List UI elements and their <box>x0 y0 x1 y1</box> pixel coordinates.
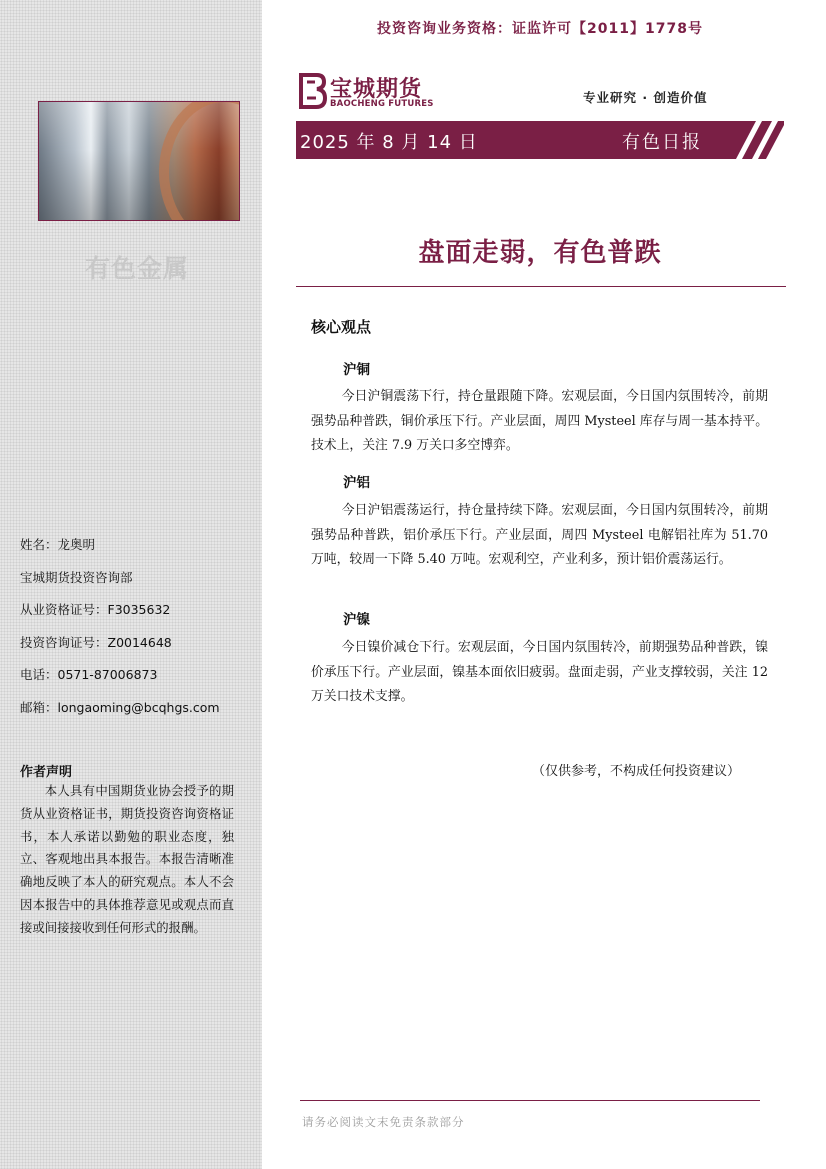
report-date: 2025 年 8 月 14 日 <box>300 132 478 153</box>
slogan: 专业研究 · 创造价值 <box>583 90 708 105</box>
analyst-contact <box>20 529 250 724</box>
logo-text-en: BAOCHENG FUTURES <box>330 99 434 109</box>
email: 邮箱：longaoming@bcqhgs.com <box>20 699 220 715</box>
analyst-name: 姓名：龙奥明 <box>20 537 96 552</box>
section-heading-nickel: 沪镍 <box>343 612 370 628</box>
section-heading-copper: 沪铜 <box>343 362 370 378</box>
sector-title: 有色金属 <box>84 254 189 283</box>
license-line: 投资咨询业务资格：证监许可【2011】1778号 <box>377 21 703 37</box>
page-title: 盘面走弱，有色普跌 <box>418 238 662 268</box>
declaration-body: 本人具有中国期货业协会授予的期货从业资格证书，期货投资咨询资格证书，本人承诺以勤勉的职业态度，独立、客观地出具本报告。本报告清晰准确地反映了本人的研究观点。本人不会因本报告中的具体推荐意见或观点而直接或间接接收到任何形式的报酬。 <box>20 783 234 935</box>
phone: 电话：0571-87006873 <box>20 667 158 682</box>
section-body-copper: 今日沪铜震荡下行，持仓量跟随下降。宏观层面，今日国内氛围转冷，前期强势品种普跌，铜价承压下行。产业层面，周四 Mysteel 库存与周一基本持平。技术上，关注 7.9 万关口多空博弈。 <box>311 389 768 454</box>
section-heading-aluminum: 沪铝 <box>343 475 370 491</box>
disclaimer: （仅供参考，不构成任何投资建议） <box>532 764 741 779</box>
logo-mark-icon <box>297 72 327 110</box>
footer-note: 请务必阅读文末免责条款部分 <box>302 1115 465 1129</box>
logo-text: 宝城期货 <box>330 77 423 102</box>
consulting-number: 投资咨询证号：Z0014648 <box>20 634 172 650</box>
report-type: 有色日报 <box>622 132 702 153</box>
company-logo <box>297 72 457 112</box>
core-heading: 核心观点 <box>311 318 372 336</box>
section-body-nickel: 今日镍价减仓下行。宏观层面，今日国内氛围转冷，前期强势品种普跌，镍价承压下行。产业层面，镍基本面依旧疲弱。盘面走弱，产业支撑较弱，关注 12 万关口技术支撑。 <box>311 640 768 705</box>
declaration-title: 作者声明 <box>20 765 73 780</box>
analyst-department: 宝城期货投资咨询部 <box>20 569 133 585</box>
footer-divider <box>300 1100 760 1101</box>
title-divider <box>296 286 786 287</box>
section-body-aluminum: 今日沪铝震荡运行，持仓量持续下降。宏观层面，今日国内氛围转冷，前期强势品种普跌，铝价承压下行。产业层面，周四 Mysteel 电解铝社库为 51.70 万吨，较周一下降 5.40 万吨。宏观利空，产业利多，预计铝价震荡运行。 <box>311 503 768 568</box>
qualification-number: 从业资格证号：F3035632 <box>20 602 171 617</box>
cover-photo <box>38 101 240 221</box>
